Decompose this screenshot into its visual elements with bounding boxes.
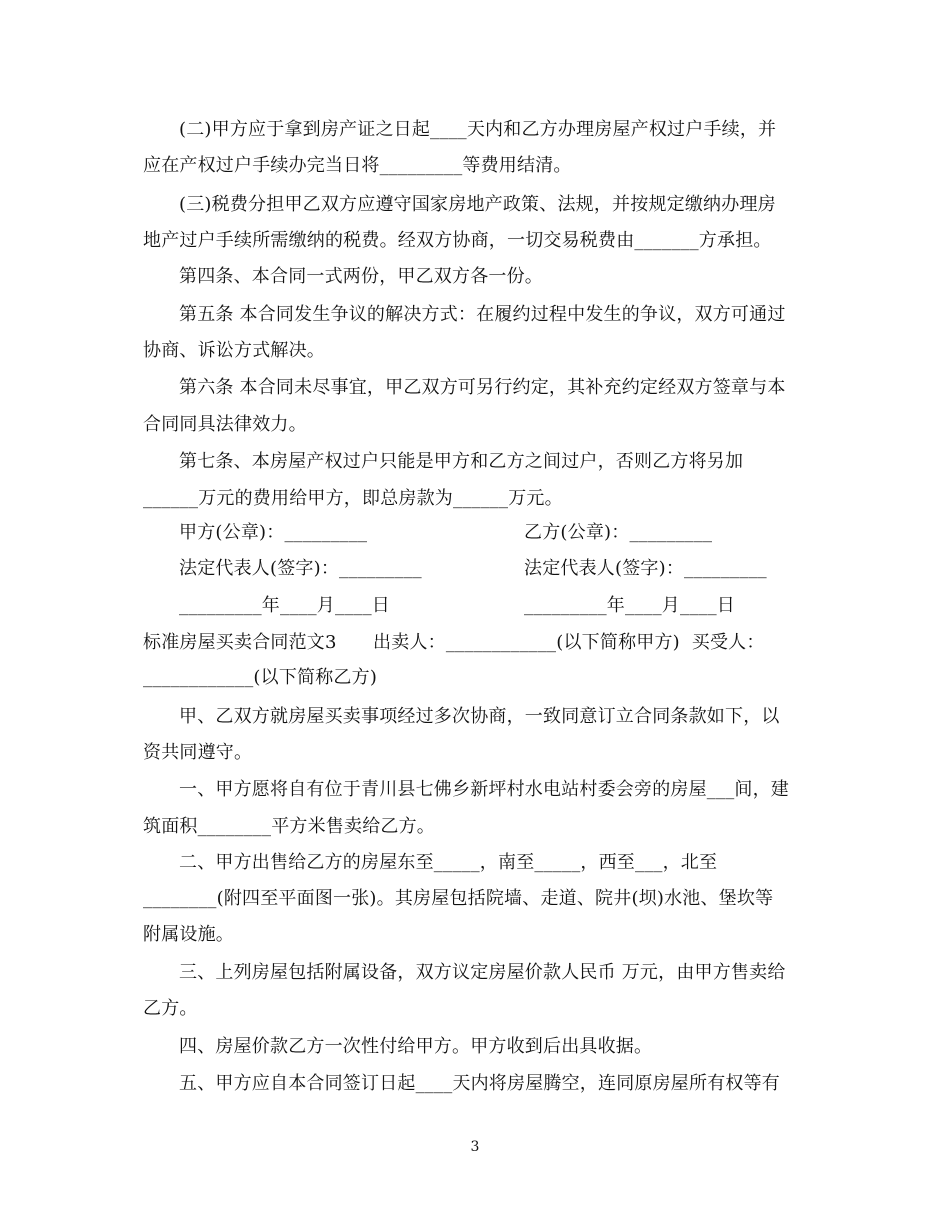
- paragraph-line: 合同同具法律效力。: [143, 414, 307, 435]
- paragraph-line: 四、房屋价款乙方一次性付给甲方。甲方收到后出具收据。: [179, 1036, 653, 1057]
- paragraph-line: 附属设施。: [143, 924, 234, 945]
- paragraph-line: ____________(以下简称乙方): [143, 667, 378, 688]
- paragraph-line: 资共同遵守。: [143, 742, 253, 763]
- page-number: 3: [470, 1139, 480, 1155]
- contract-heading-line: 标准房屋买卖合同范文3 出卖人：____________(以下简称甲方) 买受人：: [143, 632, 765, 653]
- paragraph-line: (三)税费分担甲乙双方应遵守国家房地产政策、法规，并按规定缴纳办理房: [179, 194, 776, 215]
- party-a-representative: 法定代表人(签字)：_________: [179, 558, 422, 579]
- paragraph-line: (二)甲方应于拿到房产证之日起____天内和乙方办理房屋产权过户手续，并: [179, 119, 777, 140]
- paragraph-line: 一、甲方愿将自有位于青川县七佛乡新坪村水电站村委会旁的房屋___间，建: [179, 779, 789, 800]
- paragraph-line: ______万元的费用给甲方，即总房款为______万元。: [143, 488, 563, 509]
- paragraph-line: 甲、乙双方就房屋买卖事项经过多次协商，一致同意订立合同条款如下，以: [179, 706, 780, 727]
- paragraph-line: 筑面积________平方米售卖给乙方。: [143, 816, 435, 837]
- paragraph-line: 第七条、本房屋产权过户只能是甲方和乙方之间过户，否则乙方将另加: [179, 451, 744, 472]
- paragraph-line: 应在产权过户手续办完当日将_________等费用结清。: [143, 155, 572, 176]
- paragraph-line: 三、上列房屋包括附属设备，双方议定房屋价款人民币 万元，由甲方售卖给: [179, 962, 786, 983]
- paragraph-line: 乙方。: [143, 998, 198, 1019]
- paragraph-line: 第六条 本合同未尽事宜，甲乙双方可另行约定，其补充约定经双方签章与本: [179, 377, 786, 398]
- paragraph-line: 第四条、本合同一式两份，甲乙双方各一份。: [179, 266, 543, 287]
- paragraph-line: ________(附四至平面图一张)。其房屋包括院墙、走道、院井(坝)水池、堡坎等: [143, 888, 774, 909]
- party-a-seal: 甲方(公章)：_________: [179, 522, 368, 543]
- party-a-date: _________年____月____日: [179, 595, 390, 616]
- party-b-date: _________年____月____日: [524, 595, 735, 616]
- paragraph-line: 第五条 本合同发生争议的解决方式：在履约过程中发生的争议，双方可通过: [179, 304, 786, 325]
- paragraph-line: 五、甲方应自本合同签订日起____天内将房屋腾空，连同原房屋所有权等有: [179, 1073, 780, 1094]
- paragraph-line: 协商、诉讼方式解决。: [143, 340, 325, 361]
- party-b-representative: 法定代表人(签字)：_________: [524, 558, 767, 579]
- paragraph-line: 二、甲方出售给乙方的房屋东至_____，南至_____，西至___，北至: [179, 852, 718, 873]
- paragraph-line: 地产过户手续所需缴纳的税费。经双方协商，一切交易税费由_______方承担。: [143, 230, 772, 251]
- party-b-seal: 乙方(公章)：_________: [524, 522, 713, 543]
